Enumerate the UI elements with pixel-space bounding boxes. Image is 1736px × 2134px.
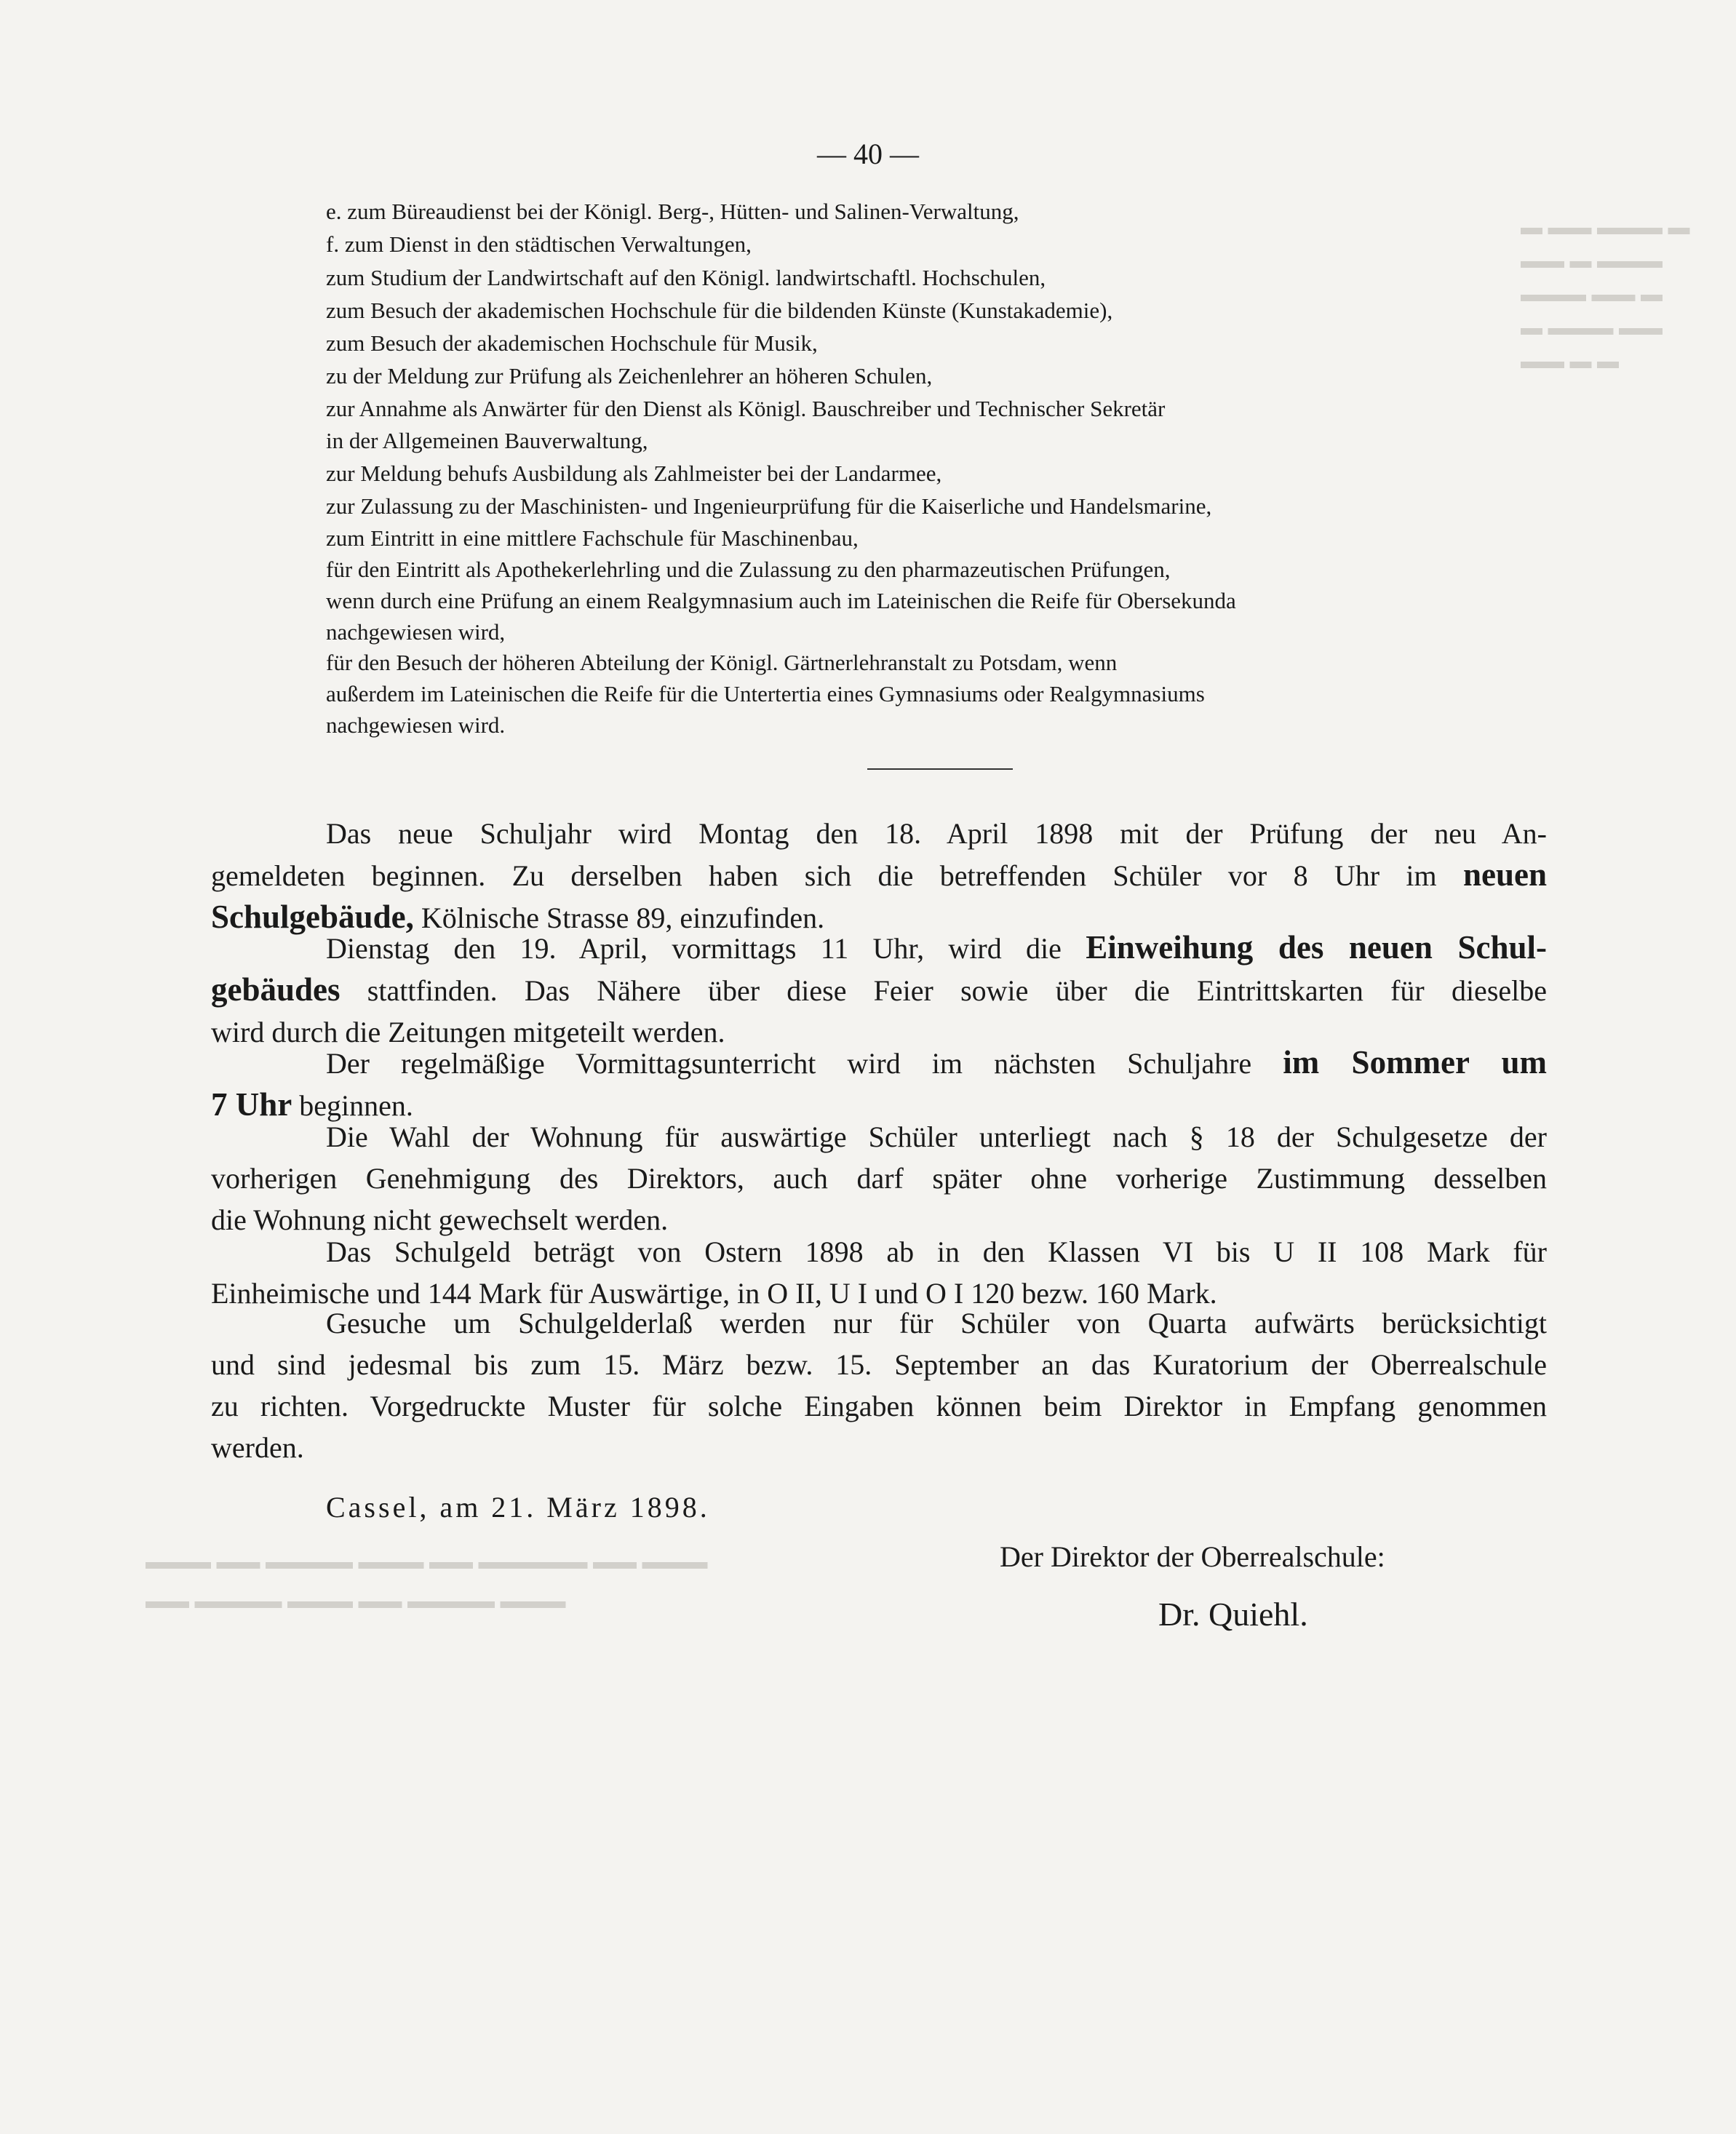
document-page: ▬ ▬▬ ▬▬▬ ▬ ▬▬ ▬ ▬▬▬ ▬▬▬ ▬▬ ▬ ▬ ▬▬▬ ▬▬ ▬▬ ▬ ▬ ▬▬▬ ▬▬ ▬▬▬▬ ▬▬▬ ▬▬ ▬▬▬▬▬ ▬▬ ▬▬▬ ▬▬ ▬▬▬▬ ▬▬▬ ▬▬ ▬▬▬▬ ▬▬▬ — 40 — e. zum Büreaudienst bei der Königl. Berg-, Hütten- und Salinen-Verwaltung, f. zum Dienst in den städtischen Verwaltungen, zum Studium der Landwirtschaft auf den Königl. landwirtschaftl. Hochschulen, zum Besuch der akademischen Hochschule für die bildenden Künste (Kunstakademie), zum Besuch der akademischen Hochschule für Musik, zu der Meldung zur Prüfung als Zeichenlehrer an höheren Schulen, zur Annahme als Anwärter für den Dienst als Königl. Bauschreiber und Technischer Sekretär in der Allgemeinen Bauverwaltung, zur Meldung behufs Ausbildung als Zahlmeister bei der Landarmee, zur Zulassung zu der Maschinisten- und Ingenieurprüfung für die Kaiserliche und Handelsmarine, zum Eintritt in eine mittlere Fachschule für Maschinenbau, für den Eintritt als Apothekerlehrling und die Zulassung zu den pharmazeutischen Prüfungen, wenn durch eine Prüfung an einem Realgymnasium auch im Lateinischen die Reife für Obersekunda nachgewiesen wird, für den Besuch der höheren Abteilung der Königl. Gärtnerlehranstalt zu Potsdam, wenn außerdem im Lateinischen die Reife für die Untertertia eines Gymnasiums oder Realgymnasiums nachgewiesen wird. Das neue Schuljahr wird Montag den 18. April 1898 mit der Prüfung der neu An- gemeldeten beginnen. Zu derselben haben sich die betreffenden Schüler vor 8 Uhr im neuen Schulgebäude, Kölnische Strasse 89, einzufinden. Dienstag den 19. April, vormittags 11 Uhr, wird die Einweihung des neuen Schul- gebäudes stattfinden. Das Nähere über diese Feier sowie über die Eintrittskarten für dieselbe wird durch die Zeitungen mitgeteilt werden. Der regelmäßige Vormittagsunterricht wird im nächsten Schuljahre im Sommer um 7 Uhr beginnen. Die Wahl der Wohnung für auswärtige Schüler unterliegt nach § 18 der Schulgesetze der vorherigen Genehmigung des Direktors, auch darf später ohne vorherige Zustimmung desselben die Wohnung nicht gewechselt werden. Das Schulgeld beträgt von Ostern 1898 ab in den Klassen VI bis U II 108 Mark für Einheimische und 144 Mark für Auswärtige, in O II, U I und O I 120 bezw. 160 Mark. Gesuche um Schulgelderlaß werden nur für Schüler von Quarta aufwärts berücksichtigt und sind jedesmal bis zum 15. März bezw. 15. September an das Kuratorium der Oberrealschule zu richten. Vorgedruckte Muster für solche Eingaben können beim Direktor in Empfang genommen werden. Cassel, am 21. März 1898. Der Direktor der Oberrealschule: Dr. Quiehl.	[0, 0, 1736, 2134]
text-line: Das neue Schuljahr wird Montag den 18. April 1898 mit der Prüfung der neu An-	[326, 817, 1547, 850]
signature-title: Der Direktor der Oberrealschule:	[1000, 1540, 1385, 1573]
text-line: Der regelmäßige Vormittagsunterricht wird im nächsten Schuljahre im Sommer um	[326, 1044, 1547, 1080]
section-divider	[867, 768, 1013, 770]
text-line: gemeldeten beginnen. Zu derselben haben sich die betreffenden Schüler vor 8 Uhr im neuen	[211, 856, 1547, 893]
text-line: vorherigen Genehmigung des Direktors, auch darf später ohne vorherige Zustimmung desselben	[211, 1162, 1547, 1195]
bleed-through-right: ▬ ▬▬ ▬▬▬ ▬ ▬▬ ▬ ▬▬▬ ▬▬▬ ▬▬ ▬ ▬ ▬▬▬ ▬▬ ▬▬ ▬ ▬	[1521, 215, 1690, 373]
paragraph-housing	[211, 1116, 1547, 1241]
page-number: — 40 —	[817, 138, 919, 170]
paragraph-lesson-time	[211, 1042, 1547, 1126]
paragraph-school-year	[211, 813, 1547, 939]
signature-name: Dr. Quiehl.	[1158, 1596, 1308, 1633]
text-line: wird durch die Zeitungen mitgeteilt werden.	[211, 1016, 725, 1048]
text-line: zu richten. Vorgedruckte Muster für solche Eingaben können beim Direktor in Empfang genommen	[211, 1390, 1547, 1422]
text-line: und sind jedesmal bis zum 15. März bezw. 15. September an das Kuratorium der Oberrealschule	[211, 1348, 1547, 1381]
text-line: Einheimische und 144 Mark für Auswärtige, in O II, U I und O I 120 bezw. 160 Mark.	[211, 1277, 1217, 1310]
text-line: werden.	[211, 1431, 304, 1464]
bleed-through-bottom: ▬▬▬ ▬▬ ▬▬▬▬ ▬▬▬ ▬▬ ▬▬▬▬▬ ▬▬ ▬▬▬ ▬▬ ▬▬▬▬ ▬▬▬ ▬▬ ▬▬▬▬ ▬▬▬	[146, 1550, 708, 1613]
paragraph-inauguration	[211, 927, 1547, 1053]
paragraph-school-fees	[211, 1231, 1547, 1314]
text-line: Das Schulgeld beträgt von Ostern 1898 ab in den Klassen VI bis U II 108 Mark für	[326, 1235, 1547, 1268]
text-line: Gesuche um Schulgelderlaß werden nur für Schüler von Quarta aufwärts berücksichtigt	[326, 1307, 1547, 1339]
paragraph-fee-waiver	[211, 1302, 1547, 1468]
text-line: Die Wahl der Wohnung für auswärtige Schüler unterliegt nach § 18 der Schulgesetze der	[326, 1120, 1547, 1153]
text-line: die Wohnung nicht gewechselt werden.	[211, 1203, 669, 1236]
text-line: 7 Uhr beginnen.	[211, 1086, 413, 1123]
text-line: gebäudes stattfinden. Das Nähere über diese Feier sowie über die Eintrittskarten für dieselbe	[211, 971, 1548, 1008]
text-line: Schulgebäude, Kölnische Strasse 89, einzufinden.	[211, 899, 825, 935]
text-line: Dienstag den 19. April, vormittags 11 Uhr, wird die Einweihung des neuen Schul-	[326, 929, 1548, 966]
place-date: Cassel, am 21. März 1898.	[326, 1491, 710, 1524]
